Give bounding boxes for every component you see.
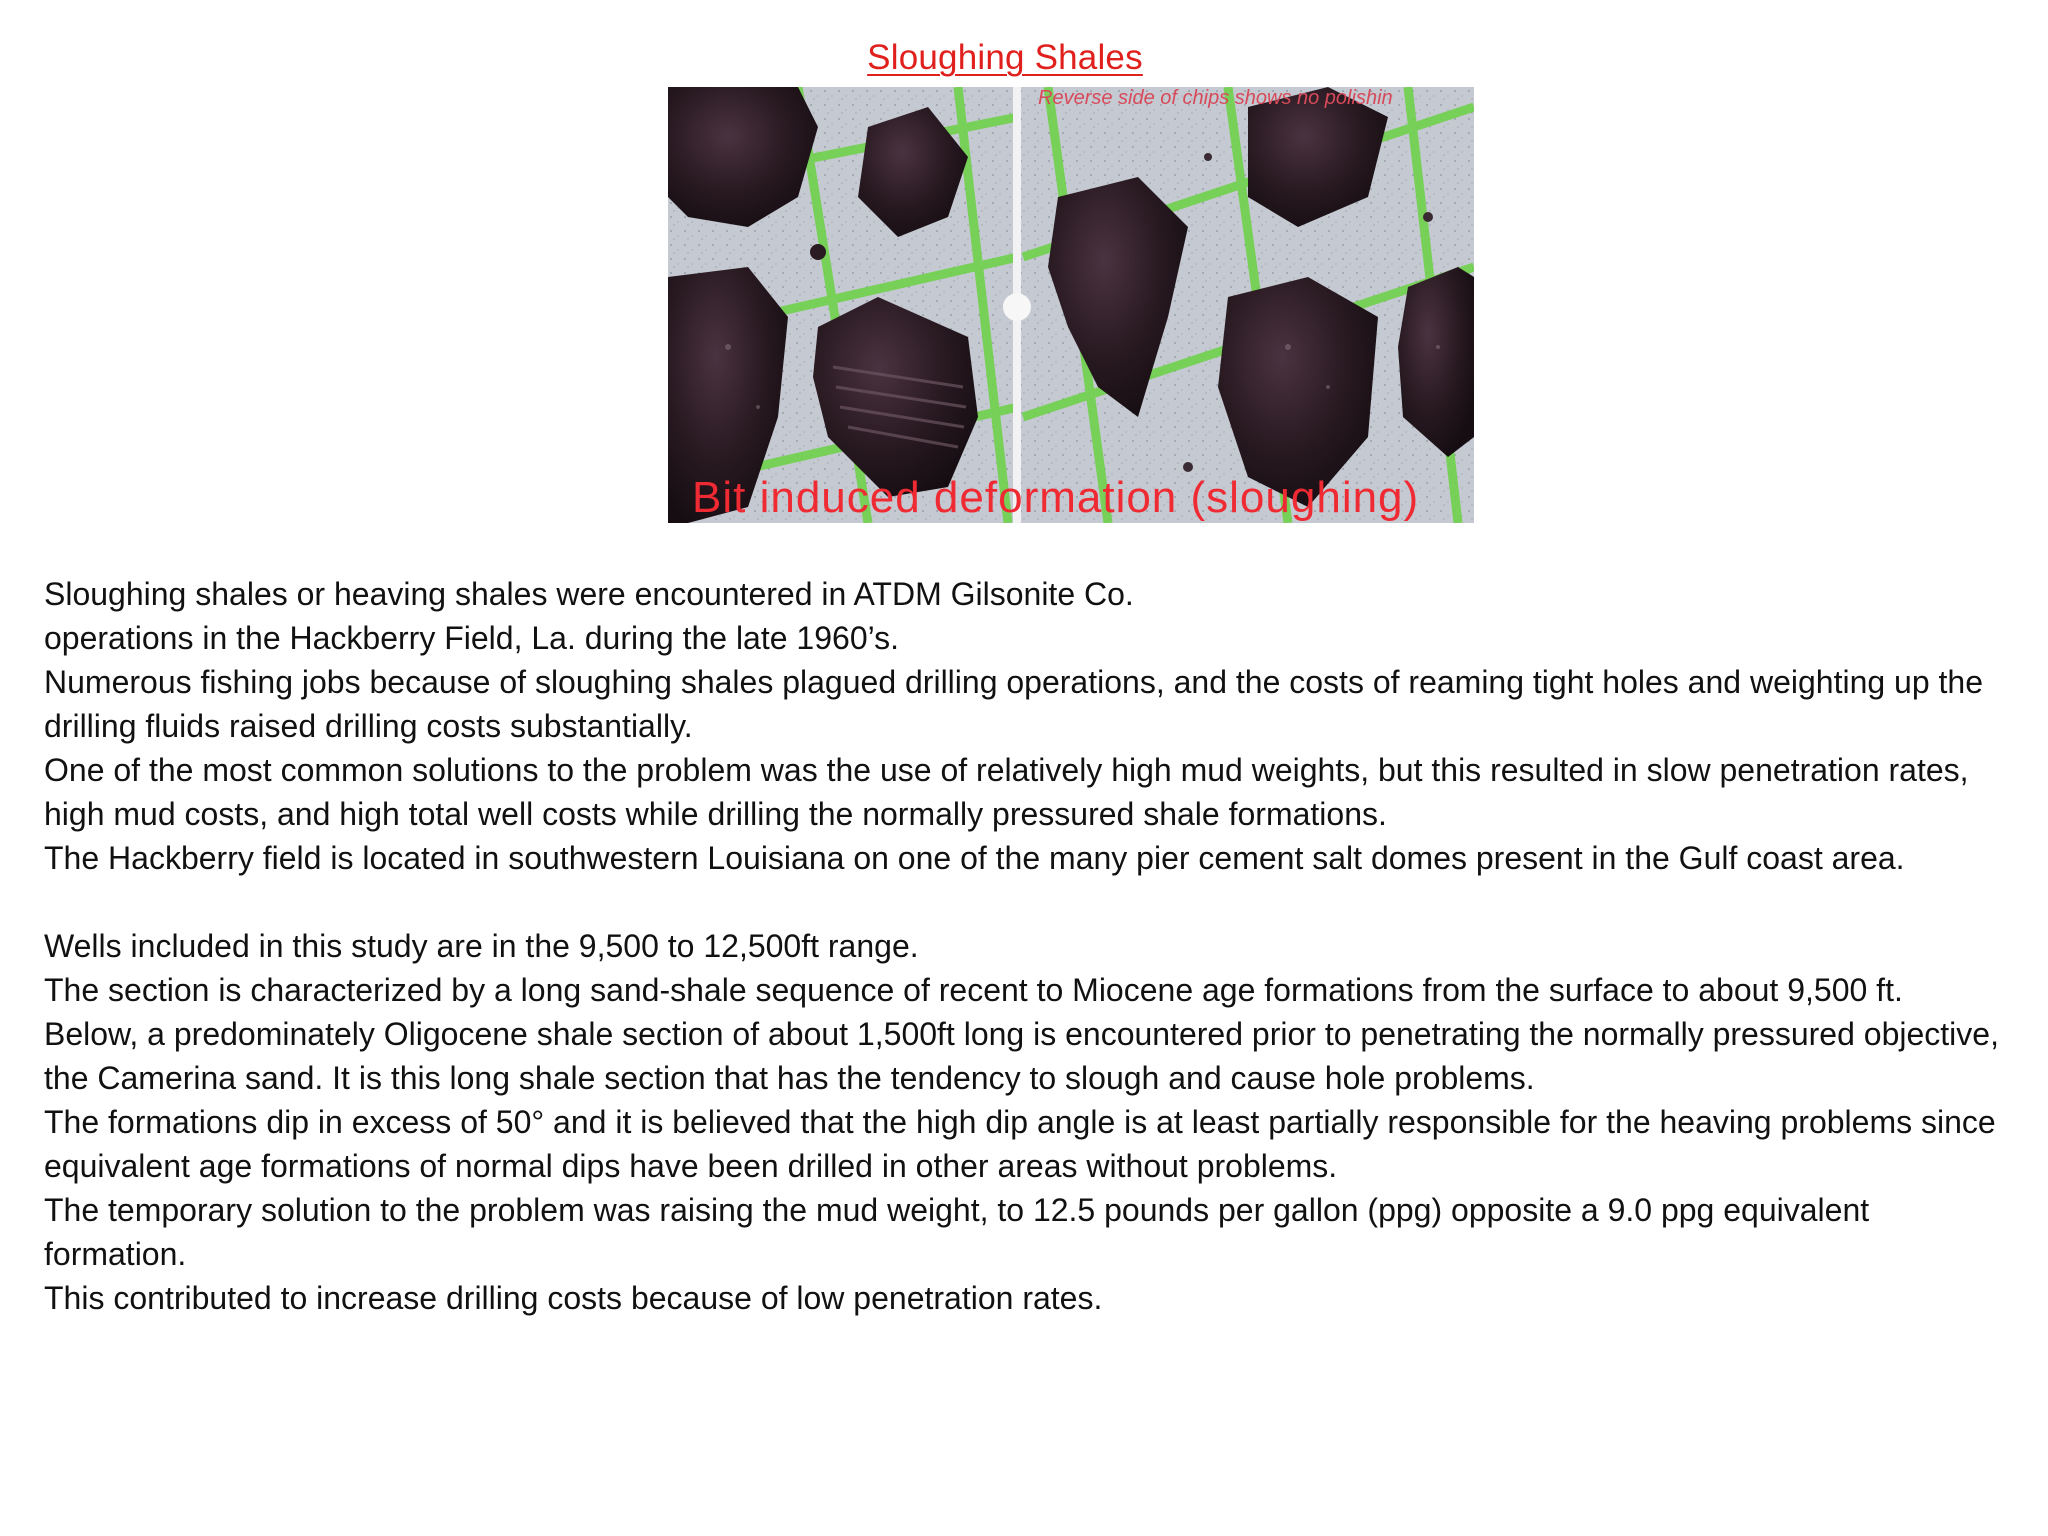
body-text xyxy=(44,572,2019,1320)
paragraph: The section is characterized by a long sand-shale sequence of recent to Miocene age formations from the surface to about 9,500 ft. xyxy=(44,972,1903,1008)
page-title: Sloughing Shales xyxy=(867,38,1143,77)
paragraph: operations in the Hackberry Field, La. during the late 1960’s. xyxy=(44,620,900,656)
paragraph: Below, a predominately Oligocene shale section of about 1,500ft long is encountered prior to penetrating the normally pressured objective, the Camerina sand. It is this long shale section that has the tendency to slough and cause hole problems. xyxy=(44,1016,1999,1096)
shale-chips-photo xyxy=(668,87,1474,523)
paragraph-spacer xyxy=(44,880,2019,924)
paragraph: Wells included in this study are in the 9,500 to 12,500ft range. xyxy=(44,928,919,964)
paragraph: The temporary solution to the problem was raising the mud weight, to 12.5 pounds per gallon (ppg) opposite a 9.0 ppg equivalent formation. xyxy=(44,1192,1870,1272)
shale-photo-graphic xyxy=(668,87,1474,523)
photo-caption-top: Reverse side of chips shows no polishin xyxy=(1038,87,1393,109)
paragraph: One of the most common solutions to the problem was the use of relatively high mud weights, but this resulted in slow penetration rates, high mud costs, and high total well costs while drilling the normally pressured shale formations. xyxy=(44,752,1969,832)
paragraph: The formations dip in excess of 50° and it is believed that the high dip angle is at least partially responsible for the heaving problems since equivalent age formations of normal dips have been drilled in other areas without problems. xyxy=(44,1104,1996,1184)
paragraph: The Hackberry field is located in southwestern Louisiana on one of the many pier cement salt domes present in the Gulf coast area. xyxy=(44,840,1905,876)
photo-caption-bottom: Bit induced deformation (sloughing) xyxy=(692,473,1420,522)
paragraph: This contributed to increase drilling costs because of low penetration rates. xyxy=(44,1280,1103,1316)
paragraph: Numerous fishing jobs because of sloughing shales plagued drilling operations, and the costs of reaming tight holes and weighting up the drilling fluids raised drilling costs substantially. xyxy=(44,664,1984,744)
paragraph: Sloughing shales or heaving shales were encountered in ATDM Gilsonite Co. xyxy=(44,576,1134,612)
